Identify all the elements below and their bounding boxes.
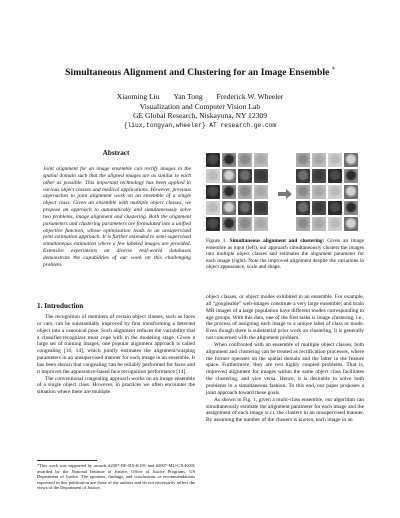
thumbnail-image: [296, 153, 310, 167]
abstract-heading: Abstract: [102, 149, 130, 157]
abstract-text: Joint alignment for an image ensemble can rectify images in the spatial domain such that the aligned images are as similar to each other as possible. This important technology has been applied to various object classes and medical applications. However, previous approaches to joint alignment work on an ensemble of a single object class. Given an ensemble with multiple object classes, we propose an approach to automatically and simultaneously solve two problems, image alignment and clustering. Both the alignment parameters and clustering parameters are formulated into a unified objective function, whose optimization leads to an unsupervised joint estimation approach. It is further extended to semi-supervised simultaneous estimation where a few labeled images are provided. Extensive experiments on diverse real-world databases demonstrate the capabilities of our work on this challenging problem.: [43, 166, 191, 268]
thumbnail-image: [206, 185, 220, 199]
thumbnail-image: [296, 169, 310, 183]
thumbnail-image: [254, 201, 268, 215]
thumbnail-image: [254, 153, 268, 167]
author-block: [0, 92, 400, 130]
thumbnail-image: [344, 185, 358, 199]
thumbnail-image: [296, 201, 310, 215]
thumbnail-image: [206, 217, 220, 231]
introduction-body: [37, 314, 195, 396]
right-paragraph-3: As shown in Fig. 1, given a multi-class ensemble, our algorithm can simultaneously estimate the alignment parameter for each image and the assignment of each image w.r.t. the clusters in an unsupervised manner. By assuming the number of the clusters is known, each image in an: [206, 396, 364, 424]
thumbnail-image: [344, 217, 358, 231]
thumbnail-image: [344, 169, 358, 183]
thumbnail-image: [344, 153, 358, 167]
thumbnail-image: [328, 153, 342, 167]
thumbnail-image: [222, 217, 236, 231]
author-2: Yan Tong: [173, 92, 203, 101]
thumbnail-image: [206, 153, 220, 167]
thumbnail-image: [328, 217, 342, 231]
intro-paragraph-2: The conventional congealing approach works on an image ensemble of a single object class. However, in practices we often encounter the situation where there are multiple: [37, 375, 195, 396]
thumbnail-image: [238, 217, 252, 231]
thumbnail-image: [254, 169, 268, 183]
thumbnail-image: [254, 217, 268, 231]
thumbnail-image: [312, 153, 326, 167]
thumbnail-image: [328, 169, 342, 183]
paper-title: Simultaneous Alignment and Clustering for an Image Ensemble *: [65, 67, 335, 79]
thumbnail-image: [312, 185, 326, 199]
right-paragraph-2: When confronted with an ensemble of multiple object classes, both alignment and clustering can be treated as rectification processes, where the former operates on the spatial domain and the latter in the feature space. Furthermore, they are two highly coupled problems. That is, improved alignment for images within the same object class facilitates the clustering, and vice versa. Hence, it is desirable to solve both problems in a simultaneous fashion. To this end, our paper proposes a joint approach toward these goals.: [206, 341, 364, 396]
thumbnail-image: [238, 201, 252, 215]
introduction-heading: 1. Introduction: [37, 302, 84, 310]
title-footnote-mark: *: [331, 67, 335, 73]
author-email: {liux,tongyan,wheeler} AT research.ge.com: [123, 121, 277, 129]
footnote-rule: [37, 460, 97, 461]
thumbnail-image: [238, 185, 252, 199]
footnote: *This work was supported by awards #2007-DE-BX-K191 and #2007-MU-CX-K001 awarded by the National Institute of Justice, Office of Justice Programs, US Department of Justice. The opinions, findings, and conclusions or recommendations expressed in this publication are those of the authors and do not necessarily reflect the views of the Department of Justice.: [37, 463, 195, 491]
thumbnail-image: [238, 153, 252, 167]
figure-1-caption: Figure 1. Simultaneous alignment and clustering: Given an image ensemble as input (left), our approach simultaneously clusters the images into multiple object classes and estimates the alignment parameter for each image (right). Note the improved alignment despite the variations in object appearance, scale and shape.: [206, 238, 364, 271]
thumbnail-image: [222, 169, 236, 183]
figure-1-image: [206, 153, 364, 235]
intro-paragraph-1: The recognition of members of certain object classes, such as faces or cars, can be substantially improved by first transforming a detected object into a canonical pose. Such alignment reduces the variability that a classifier/recognizer must cope with in the modeling stage. Given a large set of training images, one popular alignment approach is called congealing [16, 14], which jointly estimates the alignment/warping parameters in an unsupervised manner for each image in an ensemble. It has been shown that congealing can be reliably performed for faces and it improves the appearance-based face recognition performance [14].: [37, 314, 195, 375]
thumbnail-image: [206, 201, 220, 215]
right-column-body: [206, 294, 364, 424]
thumbnail-image: [206, 169, 220, 183]
arrow-icon: [278, 189, 292, 199]
thumbnail-image: [222, 201, 236, 215]
thumbnail-image: [222, 185, 236, 199]
author-names: [0, 92, 400, 102]
thumbnail-image: [344, 201, 358, 215]
thumbnail-image: [296, 185, 310, 199]
thumbnail-image: [222, 153, 236, 167]
affiliation-2: GE Global Research, Niskayuna, NY 12309: [132, 111, 268, 121]
author-3: Frederick W. Wheeler: [216, 92, 284, 101]
right-paragraph-1: object classes, or object modes exhibited in an ensemble. For example, all “googleable” web-images constitute a very large ensemble; and brain MR images of a large population have different modes corresponding to age groups. With this data, one of the first tasks is image clustering, i.e., the process of assigning each image to a unique label of class or mode. Even though there is substantial prior work on clustering, it is generally not concerned with the alignment problem.: [206, 294, 364, 342]
thumbnail-image: [296, 217, 310, 231]
thumbnail-image: [312, 217, 326, 231]
affiliation-1: Visualization and Computer Vision Lab: [139, 101, 261, 111]
thumbnail-image: [312, 201, 326, 215]
thumbnail-image: [312, 169, 326, 183]
thumbnail-image: [328, 201, 342, 215]
thumbnail-image: [254, 185, 268, 199]
author-1: Xiaoming Liu: [116, 92, 160, 101]
thumbnail-image: [238, 169, 252, 183]
thumbnail-image: [328, 185, 342, 199]
